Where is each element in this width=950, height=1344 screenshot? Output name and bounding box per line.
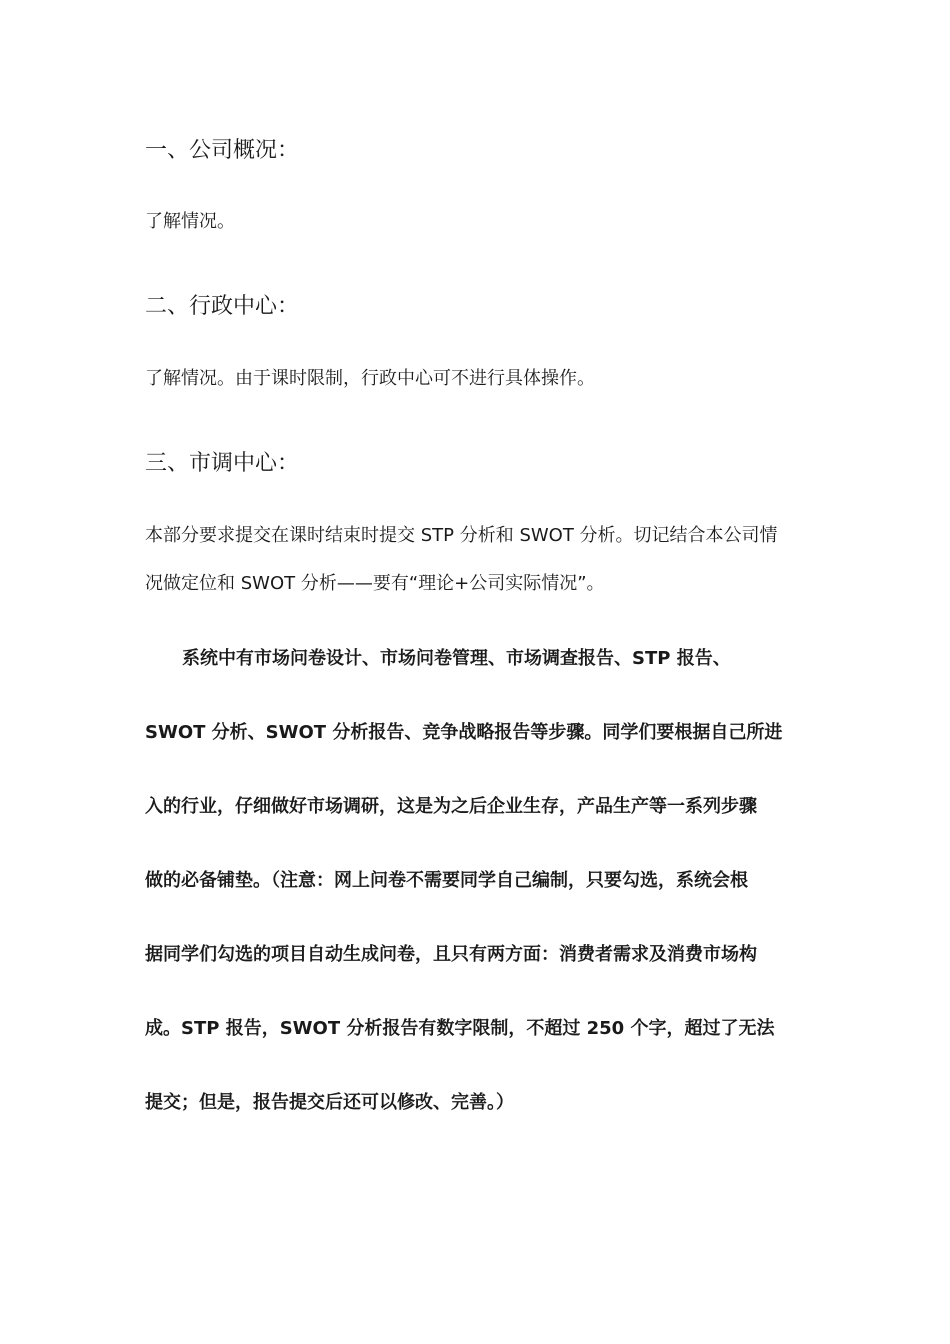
paragraph-line: 况做定位和 SWOT 分析——要有“理论+公司实际情况”。 [145, 573, 605, 594]
paragraph-line: 本部分要求提交在课时结束时提交 STP 分析和 SWOT 分析。切记结合本公司情 [145, 525, 778, 546]
bold-line: 成。STP 报告，SWOT 分析报告有数字限制，不超过 250 个字，超过了无法 [145, 1018, 775, 1039]
section-3-bold-paragraph [145, 622, 810, 1140]
section-1-heading: 一、公司概况： [145, 138, 300, 163]
bold-line: 做的必备铺垫。（注意：网上问卷不需要同学自己编制，只要勾选，系统会根 [145, 870, 748, 891]
bold-line: 据同学们勾选的项目自动生成问卷，且只有两方面：消费者需求及消费市场构 [145, 944, 757, 965]
section-2-heading: 二、行政中心： [145, 294, 300, 319]
section-3-paragraph [145, 512, 810, 608]
bold-line: 入的行业，仔细做好市场调研，这是为之后企业生存，产品生产等一系列步骤 [145, 796, 757, 817]
section-2-paragraph: 了解情况。由于课时限制，行政中心可不进行具体操作。 [145, 368, 595, 389]
bold-line: 系统中有市场问卷设计、市场问卷管理、市场调查报告、STP 报告、 [182, 648, 731, 669]
section-3-heading: 三、市调中心： [145, 451, 300, 476]
section-1-paragraph: 了解情况。 [145, 211, 235, 232]
bold-line: SWOT 分析、SWOT 分析报告、竞争战略报告等步骤。同学们要根据自己所进 [145, 722, 783, 743]
bold-line: 提交；但是，报告提交后还可以修改、完善。） [145, 1092, 514, 1113]
